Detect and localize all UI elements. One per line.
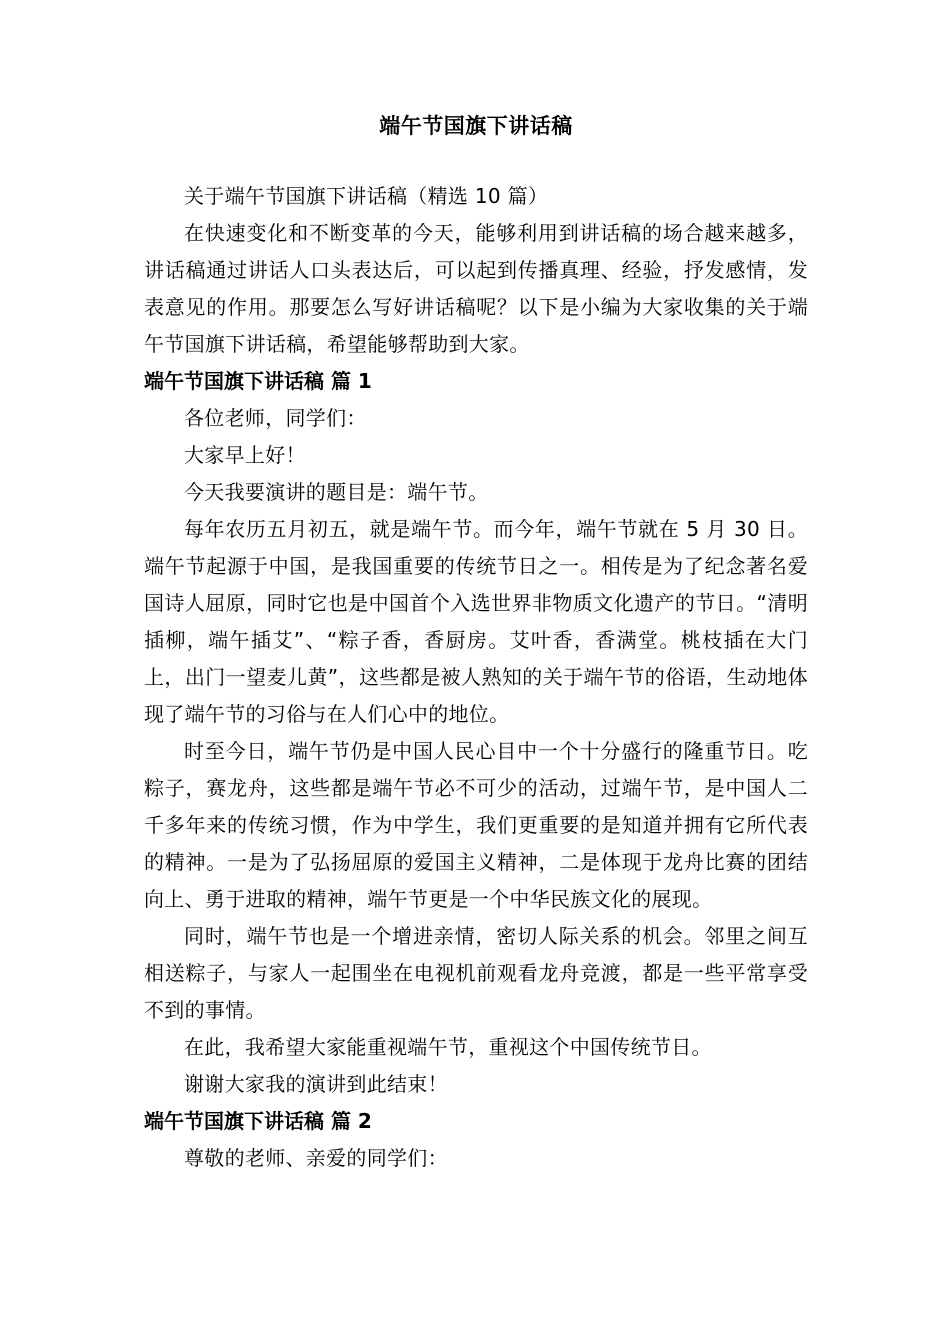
body-paragraph: 每年农历五月初五，就是端午节。而今年，端午节就在 5 月 30 日。端午节起源于中国，是我国重要的传统节日之一。相传是为了纪念著名爱国诗人屈原，同时它也是中国首个入选世界非物质文化遗产的节日。“清明插柳，端午插艾”、“粽子香，香厨房。艾叶香，香满堂。桃枝插在大门上，出门一望麦儿黄”，这些都是被人熟知的关于端午节的俗语，生动地体现了端午节的习俗与在人们心中的地位。 xyxy=(144,517,808,726)
body-paragraph: 时至今日，端午节仍是中国人民心目中一个十分盛行的隆重节日。吃粽子，赛龙舟，这些都是端午节必不可少的活动，过端午节，是中国人二千多年来的传统习惯，作为中学生，我们更重要的是知道并拥有它所代表的精神。一是为了弘扬屈原的爱国主义精神，二是体现于龙舟比赛的团结向上、勇于进取的精神，端午节更是一个中华民族文化的展现。 xyxy=(144,739,808,911)
salutation: 各位老师，同学们： xyxy=(184,406,367,430)
body-paragraph: 在此，我希望大家能重视端午节，重视这个中国传统节日。 xyxy=(184,1035,712,1059)
intro-paragraph: 在快速变化和不断变革的今天，能够利用到讲话稿的场合越来越多，讲话稿通过讲话人口头表达后，可以起到传播真理、经验，抒发感情，发表意见的作用。那要怎么写好讲话稿呢？以下是小编为大家收集的关于端午节国旗下讲话稿，希望能够帮助到大家。 xyxy=(144,221,808,356)
section-heading-1: 端午节国旗下讲话稿 篇 1 xyxy=(144,369,372,393)
document-page xyxy=(144,108,808,1177)
body-paragraph: 同时，端午节也是一个增进亲情，密切人际关系的机会。邻里之间互相送粽子，与家人一起围坐在电视机前观看龙舟竞渡，都是一些平常享受不到的事情。 xyxy=(144,924,808,1022)
closing-line: 谢谢大家我的演讲到此结束！ xyxy=(184,1072,448,1096)
greeting: 大家早上好！ xyxy=(184,443,306,467)
intro-subtitle: 关于端午节国旗下讲话稿（精选 10 篇） xyxy=(184,184,549,208)
speech-topic: 今天我要演讲的题目是：端午节。 xyxy=(184,480,489,504)
section-heading-2: 端午节国旗下讲话稿 篇 2 xyxy=(144,1109,372,1133)
document-title: 端午节国旗下讲话稿 xyxy=(379,114,573,138)
salutation: 尊敬的老师、亲爱的同学们： xyxy=(184,1146,448,1170)
